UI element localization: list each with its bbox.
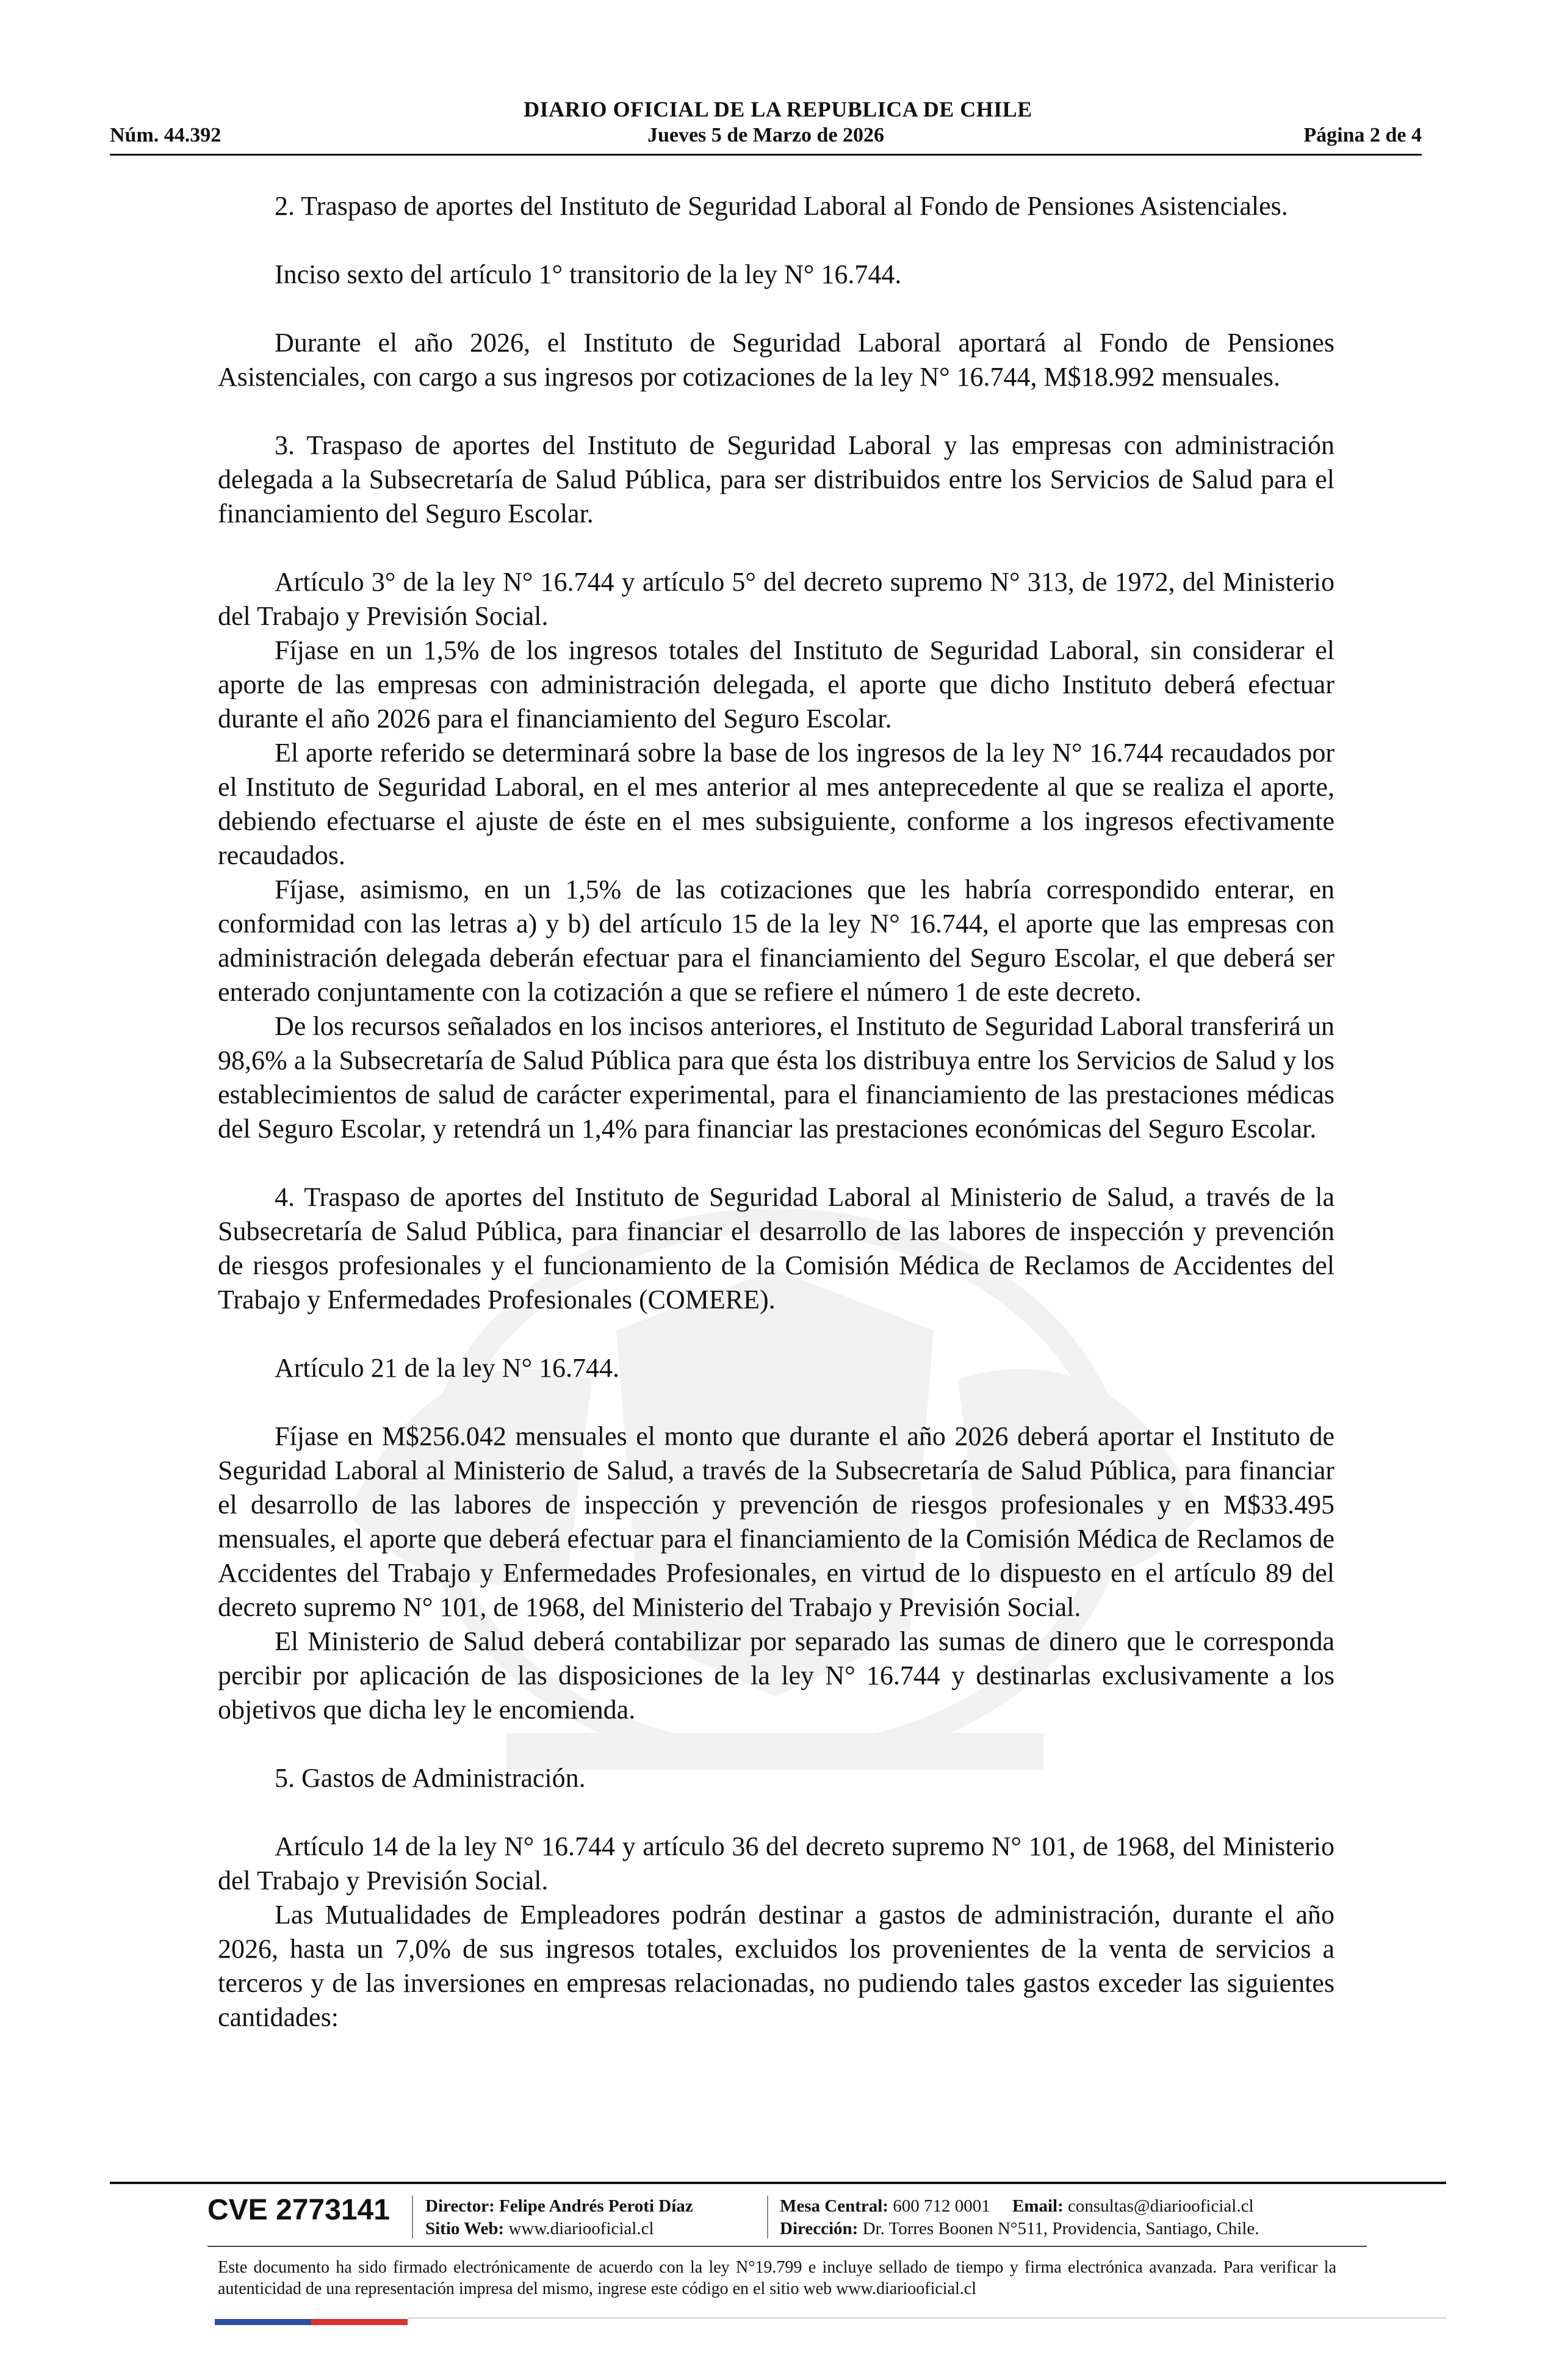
director-label: Director: bbox=[425, 2196, 495, 2216]
signature-notice: Este documento ha sido firmado electrónicamente de acuerdo con la ley N°19.799 e incluye sellado de tiempo y firma electrónica avanzada. Para verificar la autenticidad de una representación impresa del mismo, ingrese este código en el sitio web www.diariooficial.cl bbox=[218, 2258, 1336, 2298]
footer-inner-divider bbox=[207, 2246, 1367, 2247]
email-link[interactable]: consultas@diariooficial.cl bbox=[1068, 2196, 1254, 2216]
address-label: Dirección: bbox=[780, 2219, 859, 2238]
paragraph: Durante el año 2026, el Instituto de Seguridad Laboral aportará al Fondo de Pensiones Asistenciales, con cargo a sus ingresos por cotizaciones de la ley N° 16.744, M$18.992 mensuales. bbox=[218, 328, 1334, 392]
phone-value: 600 712 0001 bbox=[893, 2196, 990, 2216]
footer-separator bbox=[412, 2196, 413, 2238]
header-divider bbox=[110, 154, 1422, 156]
issue-number: Núm. 44.392 bbox=[110, 124, 222, 146]
section-heading-4: 4. Traspaso de aportes del Instituto de Seguridad Laboral al Ministerio de Salud, a través de la Subsecretaría de Salud Pública, para financiar el desarrollo de las labores de inspección y prevención de riesgos profesionales y el funcionamiento de la Comisión Médica de Reclamos de Accidentes del Trabajo y Enfermedades Profesionales (COMERE). bbox=[218, 1182, 1334, 1314]
footer-director-block bbox=[425, 2195, 693, 2240]
issue-date: Jueves 5 de Marzo de 2026 bbox=[647, 124, 885, 146]
paragraph: Las Mutualidades de Empleadores podrán destinar a gastos de administración, durante el año 2026, hasta un 7,0% de sus ingresos totales, excluidos los provenientes de la venta de servicios a terceros y de las inversiones en empresas relacionadas, no pudiendo tales gastos exceder las siguientes cantidades: bbox=[218, 1900, 1334, 2032]
flag-red-segment bbox=[311, 2319, 408, 2325]
flag-blue-segment bbox=[215, 2319, 311, 2325]
legal-reference: Artículo 3° de la ley N° 16.744 y artículo 5° del decreto supremo N° 313, de 1972, del Ministerio del Trabajo y Previsión Social. bbox=[218, 567, 1334, 631]
newspaper-title: DIARIO OFICIAL DE LA REPUBLICA DE CHILE bbox=[524, 97, 1032, 121]
footer-contact-block bbox=[780, 2195, 1259, 2240]
site-link[interactable]: www.diariooficial.cl bbox=[508, 2219, 654, 2238]
paragraph: Fíjase en M$256.042 mensuales el monto que durante el año 2026 deberá aportar el Instituto de Seguridad Laboral al Ministerio de Salud, a través de la Subsecretaría de Salud Pública, para financiar el desarrollo de las labores de inspección y prevención de riesgos profesionales y en M$33.495 mensuales, el aporte que deberá efectuar para el financiamiento de la Comisión Médica de Reclamos de Accidentes del Trabajo y Enfermedades Profesionales, en virtud de lo dispuesto en el artículo 89 del decreto supremo N° 101, de 1968, del Ministerio del Trabajo y Previsión Social. bbox=[218, 1421, 1334, 1622]
legal-reference: Artículo 14 de la ley N° 16.744 y artículo 36 del decreto supremo N° 101, de 1968, del Ministerio del Trabajo y Previsión Social. bbox=[218, 1831, 1334, 1895]
director-name: Felipe Andrés Peroti Díaz bbox=[499, 2196, 693, 2216]
address-value: Dr. Torres Boonen N°511, Providencia, Santiago, Chile. bbox=[862, 2219, 1259, 2238]
legal-reference: Artículo 21 de la ley N° 16.744. bbox=[275, 1353, 620, 1383]
paragraph: Fíjase, asimismo, en un 1,5% de las cotizaciones que les habría correspondido enterar, en conformidad con las letras a) y b) del artículo 15 de la ley N° 16.744, el aporte que las empresas con administración delegada deberán efectuar para el financiamiento del Seguro Escolar, el que deberá ser enterado conjuntamente con la cotización a que se refiere el número 1 de este decreto. bbox=[218, 874, 1334, 1007]
section-heading-3: 3. Traspaso de aportes del Instituto de Seguridad Laboral y las empresas con administración delegada a la Subsecretaría de Salud Pública, para ser distribuidos entre los Servicios de Salud para el financiamiento del Seguro Escolar. bbox=[218, 430, 1334, 528]
cve-code: CVE 2773141 bbox=[207, 2194, 390, 2226]
legal-reference: Inciso sexto del artículo 1° transitorio de la ley N° 16.744. bbox=[275, 259, 902, 289]
site-label: Sitio Web: bbox=[425, 2219, 505, 2238]
paragraph: Fíjase en un 1,5% de los ingresos totales del Instituto de Seguridad Laboral, sin considerar el aporte de las empresas con administración delegada, el aporte que dicho Instituto deberá efectuar durante el año 2026 para el financiamiento del Seguro Escolar. bbox=[218, 635, 1334, 734]
document-body bbox=[218, 189, 1334, 2035]
page-indicator: Página 2 de 4 bbox=[1303, 124, 1422, 146]
section-heading-2: 2. Traspaso de aportes del Instituto de Seguridad Laboral al Fondo de Pensiones Asistenciales. bbox=[275, 191, 1288, 221]
footer-separator bbox=[767, 2196, 768, 2238]
header-row bbox=[110, 124, 1422, 151]
section-heading-5: 5. Gastos de Administración. bbox=[275, 1763, 586, 1793]
flag-stripe bbox=[215, 2319, 408, 2325]
paragraph: El Ministerio de Salud deberá contabilizar por separado las sumas de dinero que le corresponda percibir por aplicación de las disposiciones de la ley N° 16.744 y destinarlas exclusivamente a los objetivos que dicha ley le encomienda. bbox=[218, 1626, 1334, 1725]
phone-label: Mesa Central: bbox=[780, 2196, 888, 2216]
email-label: Email: bbox=[1012, 2196, 1064, 2216]
footer-divider bbox=[110, 2182, 1446, 2184]
paragraph: El aporte referido se determinará sobre la base de los ingresos de la ley N° 16.744 recaudados por el Instituto de Seguridad Laboral, en el mes anterior al mes anteprecedente al que se realiza el aporte, debiendo efectuarse el ajuste de éste en el mes subsiguiente, conforme a los ingresos efectivamente recaudados. bbox=[218, 738, 1334, 870]
paragraph: De los recursos señalados en los incisos anteriores, el Instituto de Seguridad Laboral transferirá un 98,6% a la Subsecretaría de Salud Pública para que ésta los distribuya entre los Servicios de Salud y los establecimientos de salud de carácter experimental, para el financiamiento de las prestaciones médicas del Seguro Escolar, y retendrá un 1,4% para financiar las prestaciones económicas del Seguro Escolar. bbox=[218, 1011, 1334, 1144]
